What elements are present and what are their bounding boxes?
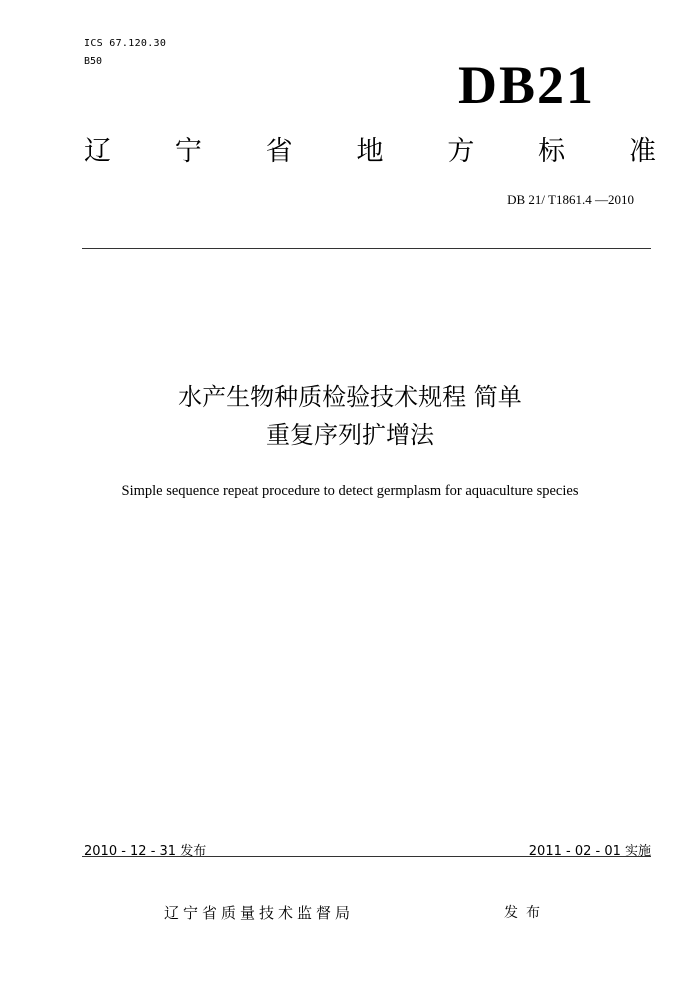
ccs-code: B50 — [84, 56, 103, 67]
standard-type-char: 方 — [447, 136, 475, 167]
standard-type-char: 宁 — [174, 136, 202, 167]
standard-logo: DB21 — [458, 55, 596, 115]
document-title-english: Simple sequence repeat procedure to detect germplasm for aquaculture species — [121, 483, 579, 499]
standard-type-char: 辽 — [84, 136, 111, 167]
header-divider — [82, 248, 651, 249]
standard-type-char: 标 — [538, 136, 566, 167]
publish-label: 发布 — [504, 905, 548, 921]
standard-type-heading — [84, 138, 656, 165]
issuing-authority: 辽宁省质量技术监督局 — [164, 904, 355, 922]
footer-divider — [82, 856, 651, 857]
title-line-2: 重复序列扩增法 — [266, 421, 434, 449]
title-line-1: 水产生物种质检验技术规程 简单 — [178, 383, 522, 411]
issue-date: 2010 - 12 - 31 发布 — [84, 844, 207, 859]
standard-type-char: 准 — [628, 136, 656, 167]
ics-code: ICS 67.120.30 — [84, 38, 167, 49]
document-title-chinese — [70, 378, 630, 454]
standard-type-char: 省 — [265, 136, 293, 167]
standard-number: DB 21/ T1861.4 —2010 — [507, 192, 634, 207]
implementation-date: 2011 - 02 - 01 实施 — [528, 844, 651, 859]
standard-type-char: 地 — [356, 136, 384, 167]
